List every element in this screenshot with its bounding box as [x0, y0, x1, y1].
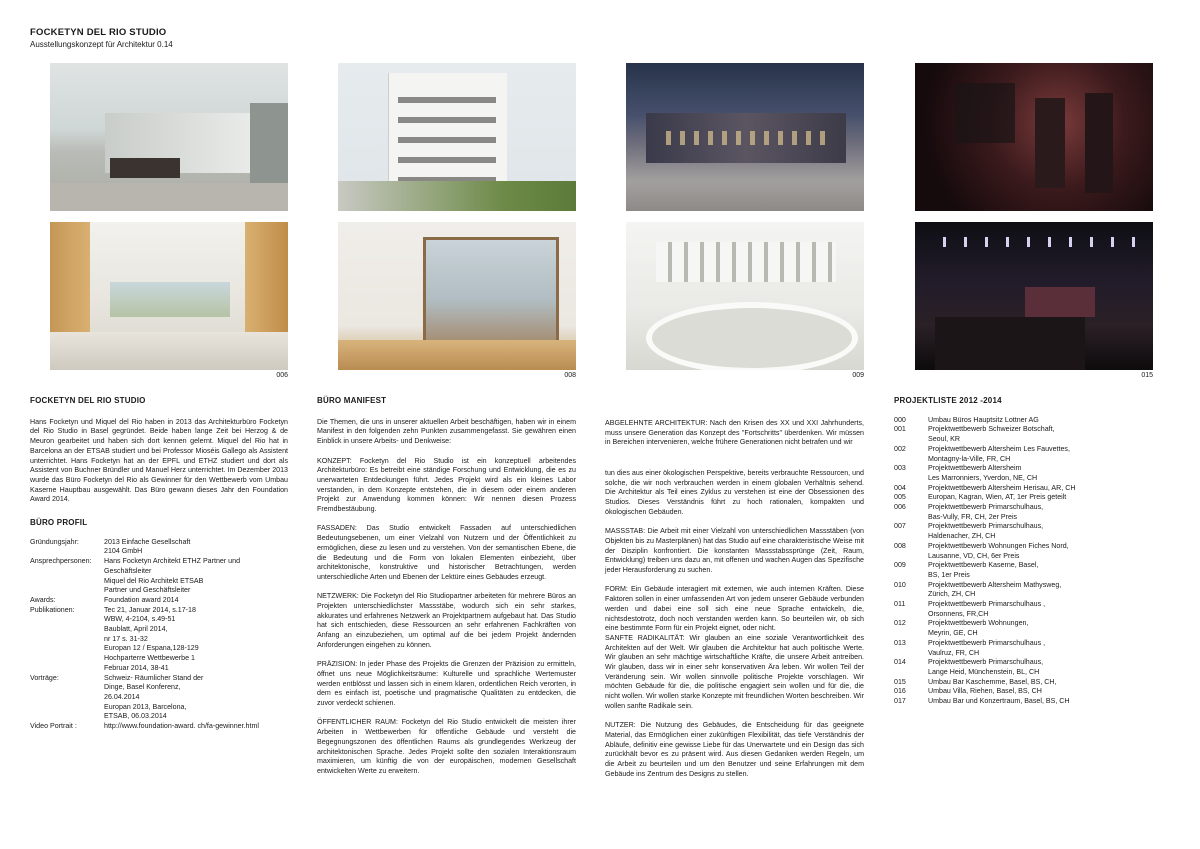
video-portrait-link[interactable]: http://www.foundation-award. ch/fa-gewinner.html [104, 722, 259, 731]
photo-courtyard-night [626, 63, 864, 211]
profil-list [30, 538, 288, 732]
photo-bar-interior-1 [915, 63, 1153, 211]
profil-row-publikationen: Publikationen: Tec 21, Januar 2014, s.17-18 WBW, 4-2104, s.49-51 Baublatt, April 2014, nr 17 s. 31-32 Europan 12 / Espana,128-129 Hochparterre Wettbewerbe 1 Februar 2014, 38-41 [30, 605, 199, 672]
studio-title: FOCKETYN DEL RIO STUDIO [30, 396, 146, 405]
photo-label-006: 006 [276, 372, 288, 379]
manifest-sanfte-radikalitaet: SANFTE RADIKALITÄT: Wir glauben an eine soziale Verantwortlichkeit des Architekten auf der Welt. Wir glauben die Architektur hat auch politische Werte. Wir glauben an sehr mächtige wirtschaftliche Kräfte, die unsere Arbeit antreiben. Wir glauben, dass wir in einer sehr konservativen Ära leben. Wir wollen Teil der Veränderung sein. Wir wollen sinnvolle politische Projekte vorschlagen. Wir möchten Gebäude für die, die politische engagiert sein wollen und für die, die nicht wollen. Wir wollen starke Konzepte mit freundlichen Worten beschreiben. Wir wollen sanfte Radikale sein. [605, 633, 864, 710]
photo-label-009: 009 [852, 372, 864, 379]
manifest-column-2 [605, 419, 864, 458]
profil-row-awards: Awards: Foundation award 2014 [30, 595, 179, 604]
photo-hall-interior [626, 222, 864, 370]
manifest-konzept: KONZEPT: Focketyn del Rio Studio ist ein konzeptuell arbeitendes Architekturbüro: Es betreibt eine ständige Forschung und Entwicklung, die es zu unerwarteten Entdeckungen führt. Jedes Projekt wird als ein kleines Labor verstanden, in dem Konzepte entstehen, die in diesem oder einem anderen Projekt zur Anwendung kommen können: Wir nennen diesen Prozess Fremdbestäubung. [317, 456, 576, 514]
list-item: 004 Projektwettbewerb Altersheim Herisau, AR, CH [894, 483, 1076, 492]
list-item: 012 Projektwettbewerb Wohnungen, Meyrin, GE, CH [894, 619, 1029, 638]
manifest-massstab: MASSSTAB: Die Arbeit mit einer Vielzahl von unterschiedlichen Massstäben (von Objekten bis zu Masterplänen) hat das Studio auf eine charakteristische Weise mit der Disziplin konfrontiert. Die konstanten Massstabssprünge (Zeit, Raum, Entwicklung) treiben uns dazu an, mit offenen und wachen Augen das Spezifische jeder Herausforderung zu suchen. [605, 527, 864, 575]
list-item: 007 Projektwettbewerb Primarschulhaus, Haldenacher, ZH, CH [894, 522, 1044, 541]
list-item: 002 Projektwettbewerb Altersheim Les Fauvettes, Montagny-la-Ville, FR, CH [894, 444, 1070, 463]
manifest-abgelehnte-cont: tun dies aus einer ökologischen Perspektive, bereits verbrauchte Ressourcen, und solche, die wir noch verbrauchen werden in einem globalen Verhältnis sehend. Die Architektur als Teil eines Zyklus zu verstehen ist eine der Obsessionen des Studios. Dieses Verständnis führt zu hoch rationalen, kompakten und ökologischen Gebäuden. [605, 469, 864, 516]
list-item: 013 Projektwettbewerb Primarschulhaus , Vaulruz, FR, CH [894, 638, 1046, 657]
profil-row-ansprechpersonen: Ansprechpersonen: Hans Focketyn Architekt ETHZ Partner und Geschäftsleiter Miquel del Rio Architekt ETSAB Partner und Geschäftsleiter [30, 557, 241, 595]
profil-row-vortraege: Vorträge: Schweiz- Räumlicher Stand der Dinge, Basel Konferenz, 26.04.2014 Europan 2013, Barcelona, ETSAB, 06.03.2014 [30, 673, 204, 721]
manifest-fassaden: FASSADEN: Das Studio entwickelt Fassaden auf unterschiedlichen Bedeutungsebenen, um einer Vielzahl von Nutzern und der Öffentlichkeit zu ermöglichen, diese zu lesen und zu verstehen. Von der semantischen Ebene, die die Bedeutung und die Form von lokalen Elementen einbezieht, über architektonische, konstruktive und historischer Betrachtungen, werden unterschiedliche Arten und Ebenen der Lektüre eines Gebäudes erzeugt. [317, 524, 576, 581]
photo-label-008: 008 [564, 372, 576, 379]
list-item: 001 Projektwettbewerb Schweizer Botschaft, Seoul, KR [894, 425, 1055, 444]
manifest-form: FORM: Ein Gebäude interagiert mit externen, wie auch internen Kräften. Diese Faktoren sollen in einer umfassenden Art von jedem unserer Gebäude verbunden werden und dabei eine soll sich eine neue Sprache entwickeln, die, nichtsdestotrotz, doch noch verstanden werden kann. So beurteilen wir, ob sich eine bestimmte Form für ein Projekt eignet, oder nicht. [605, 585, 864, 633]
manifest-nutzer: NUTZER: Die Nutzung des Gebäudes, die Entscheidung für das geeignete Material, das Ermöglichen einer zukünftigen Flexibilität, das tiefe Verständnis der Abläufe, definitiv eine gewisse Liebe für das Unerwartete und ein Design das sich zurückhält bevor es zu präsent wird. Aus diesen Gedanken werden Regeln, um die Arbeit zu beurteilen und um den Benutzer und seine Erfahrungen mit dem Gebäude ins Zentrum des Designs zu stellen. [605, 721, 864, 778]
profil-row-video: Video Portrait : http://www.foundation-award. ch/fa-gewinner.html [30, 722, 288, 732]
manifest-column-3 [605, 469, 864, 789]
page-subtitle: Ausstellungskonzept für Architektur 0.14 [30, 40, 173, 49]
list-item: 008 Projektwettbewerb Wohnungen Fiches Nord, Lausanne, VD, CH, 6er Preis [894, 541, 1069, 560]
list-item: 009 Projektwettbewerb Kaserne, Basel, BS, 1er Preis [894, 561, 1039, 579]
list-item: 017 Umbau Bar und Konzertraum, Basel, BS, CH [894, 697, 1070, 706]
manifest-title: BÜRO MANIFEST [317, 396, 387, 405]
studio-intro: Hans Focketyn und Miquel del Rio haben in 2013 das Architekturbüro Focketyn del Rio Studio in Basel gegründet. Beide haben lange Zeit bei Herzog & de Meuron gearbeitet und haben sich dort kennen gelernt. Miquel del Rio hat in Barcelona an der ETSAB studiert und bei Professor Mioséis Gallego als Assistent unterrichtet. Hans Focketyn hat an der EPFL und ETHZ studiert und dort als Assistent von Buchner Bründler und Manuel Herz unterrichtet. Im Dezember 2013 wurde das Büro Focketyn del Rio als Gewinner für den Wettbewerb vom Umbau Kaserne Hauptbau ausgewählt. Das Büro gewann dieses Jahr den Foundation Award 2014. [30, 417, 288, 504]
list-item: 003 Projektwettbewerb Altersheim Les Marronniers, Yverdon, NE, CH [894, 464, 1038, 482]
photo-apartment-facade [338, 63, 576, 211]
studio-column [30, 396, 288, 732]
list-item: 014 Projektwettbewerb Primarschulhaus, Lange Heid, Münchenstein, BL, CH [894, 658, 1044, 676]
projektliste-title: PROJEKTLISTE 2012 -2014 [894, 396, 1002, 405]
page-title: FOCKETYN DEL RIO STUDIO [30, 27, 167, 38]
list-item: 011 Projektwettbewerb Primarschulhaus , Orsonnens, FR,CH [894, 600, 1046, 618]
manifest-abgelehnte-architektur: ABGELEHNTE ARCHITEKTUR: Nach den Krisen des XX und XXI Jahrhunderts, muss unsere Generation das Konzept des "Fortschritts" überdenken. Wir müssen in Bereichen intervenieren, welche frühere Generationen nicht betrafen und wir [605, 419, 864, 447]
manifest-column [317, 396, 576, 786]
manifest-intro: Die Themen, die uns in unserer aktuellen Arbeit beschäftigen, haben wir in einem Manifest in den folgenden zehn Punkten zusammengefasst. Sie gewähren einen Einblick in unsere Arbeits- und Denkweise: [317, 417, 576, 446]
photo-school-exterior [50, 63, 288, 211]
list-item: 006 Projektwettbewerb Primarschulhaus, Bas-Vully, FR, CH, 2er Preis [894, 503, 1044, 521]
projektliste [894, 416, 1154, 707]
manifest-praezision: PRÄZISION: In jeder Phase des Projekts die Grenzen der Präzision zu ermitteln, öffnet uns neue Möglichkeitsräume: Kulturelle und sprachliche Wertemuster werden entblösst und lassen sich in einem klaren, ordentlichen Reich verorten, in dem es einfach ist, poetische und pragmatische Qualitäten zu entdecken, die zuvor verdeckt schienen. [317, 660, 576, 708]
list-item: 000 Umbau Büros Hauptsitz Lottner AG [894, 415, 1039, 424]
manifest-oeffentlicher-raum: ÖFFENTLICHER RAUM: Focketyn del Rio Studio entwickelt die meisten ihrer Arbeiten in Wettbewerben für öffentliche Gebäude und versteht die Begegnungszonen des öffentlichen Raums als grundlegendes Werkzeug der architektonischen Sprache. Jedes Projekt sollte den sozialen Interaktionsraum maximieren, um künftig die von der europäischen, modernen Gesellschaft entwickelten Werte zu erweitern. [317, 718, 576, 775]
projektliste-column [894, 396, 1154, 707]
list-item: 015 Umbau Bar Kaschemme, Basel, BS, CH, [894, 677, 1057, 686]
page-header [30, 27, 173, 49]
profil-row-gruendung: Gründungsjahr: 2013 Einfache Gesellschaft 2104 GmbH [30, 537, 191, 556]
photo-label-015: 015 [1141, 372, 1153, 379]
photo-apartment-interior [338, 222, 576, 370]
list-item: 005 Europan, Kagran, Wien, AT, 1er Preis geteilt [894, 493, 1067, 502]
list-item: 016 Umbau Villa, Riehen, Basel, BS, CH [894, 687, 1042, 696]
list-item: 010 Projektwettbewerb Altersheim Mathysweg, Zürich, ZH, CH [894, 580, 1062, 599]
photo-bar-interior-2 [915, 222, 1153, 370]
photo-school-interior [50, 222, 288, 370]
manifest-netzwerk: NETZWERK: Die Focketyn del Rio Studiopartner arbeiteten für mehrere Büros an Projekten unterschiedlichster Massstäbe, wodurch sich ein sehr starkes, akkurates und erfahrenes Netzwerk an Projektpartnern aufgebaut hat. Das Studio hat sich entschieden, diese Ressourcen an sehr erfahrenen Fachkräften von Anfang an einzubeziehen, um optimal auf die bei jedem Projekt ändernden Anforderungen eingehen zu können. [317, 592, 576, 649]
profil-title: BÜRO PROFIL [30, 518, 88, 528]
